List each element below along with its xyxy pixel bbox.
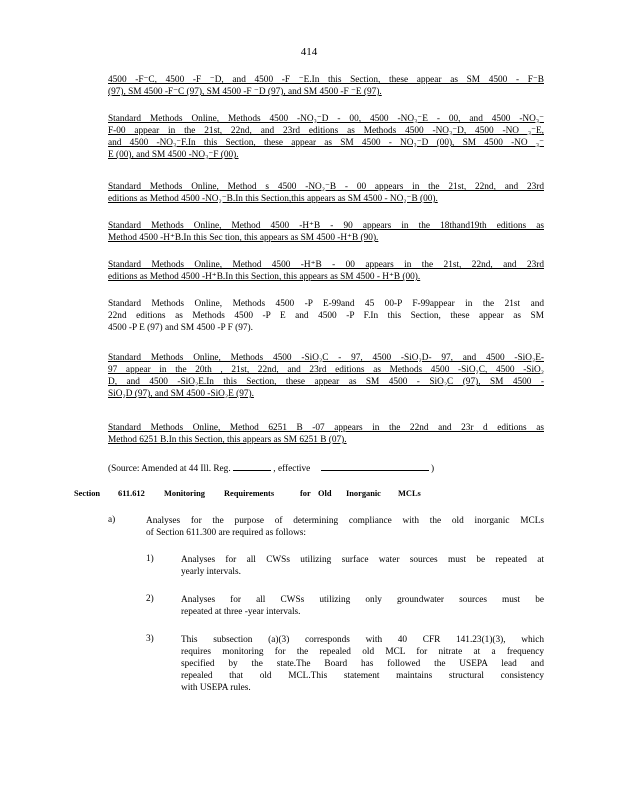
paragraph-line: SiO₂D (97), and SM 4500 -SiO₂E (97). [108, 389, 254, 399]
item-line: repealed that old MCL.This statement maintains structural consistency [181, 671, 544, 681]
methods-paragraph [108, 298, 544, 334]
item-text [181, 634, 544, 694]
register-blank [233, 461, 271, 471]
section-heading-word: Requirements [224, 489, 275, 498]
item-line: Analyses for all CWSs utilizing only groundwater sources must be [181, 595, 544, 605]
paragraph-line: 97 appear in the 20th , 21st, 22nd, and 23rd editions as Methods 4500 -SiO₂C, 4500 -SiO₂ [108, 365, 544, 375]
section-heading-word: Monitoring [164, 489, 205, 498]
methods-paragraph [108, 74, 544, 98]
section-heading-word: Old [318, 489, 332, 498]
paragraph-line: Standard Methods Online, Method 4500 -H⁺B - 90 appears in the 18thand19th editions as [108, 221, 544, 231]
item-line: repeated at three -year intervals. [181, 607, 301, 617]
methods-paragraph [108, 422, 544, 446]
paragraph-line: Standard Methods Online, Methods 4500 -SiO₂C - 97, 4500 -SiO₂D- 97, and 4500 -SiO₂E- [108, 353, 544, 363]
item-text [181, 554, 544, 578]
paragraph-line: Standard Methods Online, Methods 4500 -P E-99and 45 00-P F-99appear in the 21st and [108, 299, 544, 309]
item-label: 3) [146, 634, 154, 644]
item-line: specified by the state.The Board has followed the USEPA lead and [181, 659, 544, 669]
paragraph-line: and 4500 -NO₃⁻F.In this Section, these appear as SM 4500 - NO₃⁻D (00), SM 4500 -NO ₃⁻ [108, 138, 544, 148]
paragraph-line: editions as Method 4500 -NO₂⁻B.In this Section,this appears as SM 4500 - NO₂⁻B (00). [108, 194, 438, 204]
item-line: This subsection (a)(3) corresponds with 40 CFR 141.23(1)(3), which [181, 635, 544, 645]
paragraph-line: editions as Method 4500 -H⁺B.In this Section, this appears as SM 4500 - H⁺B (00). [108, 272, 421, 282]
section-heading-word: Section [74, 489, 101, 498]
methods-paragraph [108, 113, 544, 161]
page-number: 414 [300, 46, 318, 58]
subsection-a-line: of Section 611.300 are required as follows: [146, 528, 306, 538]
source-note-suffix: ) [430, 464, 435, 474]
paragraph-line: Standard Methods Online, Method 4500 -H⁺B - 00 appears in the 21st, 22nd, and 23rd [108, 260, 544, 270]
item-line: yearly intervals. [181, 567, 241, 577]
section-heading [74, 489, 544, 498]
paragraph-line: 22nd editions as Methods 4500 -P E and 4500 -P F.In this Section, these appear as SM [108, 311, 544, 321]
paragraph-line: Standard Methods Online, Methods 4500 -NO₃⁻D - 00, 4500 -NO₃⁻E - 00, and 4500 -NO₃⁻ [108, 114, 544, 124]
subsection-a-text [146, 515, 544, 539]
item-label: 1) [146, 554, 154, 564]
source-note [108, 461, 544, 475]
source-note-prefix: (Source: Amended at 44 Ill. Reg. [108, 464, 231, 474]
item-line: with USEPA rules. [181, 683, 251, 693]
paragraph-line: Method 6251 B.In this Section, this appears as SM 6251 B (07). [108, 435, 347, 445]
subsection-a-label: a) [108, 515, 116, 525]
paragraph-line: D, and 4500 -SiO₂E.In this Section, these appear as SM 4500 - SiO₂C (97), SM 4500 - [108, 377, 544, 387]
effective-date-blank [321, 461, 429, 471]
paragraph-line: 4500 -F⁻C, 4500 -F ⁻D, and 4500 -F ⁻E.In this Section, these appear as SM 4500 - F⁻B [108, 75, 544, 85]
source-note-middle: , effective [273, 464, 311, 474]
section-heading-word: Inorganic [346, 489, 381, 498]
paragraph-line: Method 4500 -H⁺B.In this Sec tion, this appears as SM 4500 -H⁺B (90). [108, 233, 379, 243]
section-heading-word: MCLs [398, 489, 421, 498]
methods-paragraph [108, 352, 544, 400]
section-heading-word: for [300, 489, 311, 498]
section-heading-word: 611.612 [118, 489, 145, 498]
item-line: Analyses for all CWSs utilizing surface water sources must be repeated at [181, 555, 544, 565]
paragraph-line: (97), SM 4500 -F⁻C (97), SM 4500 -F ⁻D (97), and SM 4500 -F ⁻E (97). [108, 87, 382, 97]
paragraph-line: Standard Methods Online, Method s 4500 -NO₂⁻B - 00 appears in the 21st, 22nd, and 23rd [108, 182, 544, 192]
paragraph-line: Standard Methods Online, Method 6251 B -07 appears in the 22nd and 23r d editions as [108, 423, 544, 433]
subsection-a-line: Analyses for the purpose of determining compliance with the old inorganic MCLs [146, 516, 544, 526]
item-label: 2) [146, 594, 154, 604]
paragraph-line: 4500 -P E (97) and SM 4500 -P F (97). [108, 323, 253, 333]
methods-paragraph [108, 220, 544, 244]
methods-paragraph [108, 181, 544, 205]
methods-paragraph [108, 259, 544, 283]
paragraph-line: F-00 appear in the 21st, 22nd, and 23rd editions as Methods 4500 -NO₃⁻D, 4500 -NO ₃⁻E, [108, 126, 544, 136]
paragraph-line: E (00), and SM 4500 -NO₃⁻F (00). [108, 150, 239, 160]
item-line: requires monitoring for the repealed old MCL for nitrate at a frequency [181, 647, 544, 657]
item-text [181, 594, 544, 618]
